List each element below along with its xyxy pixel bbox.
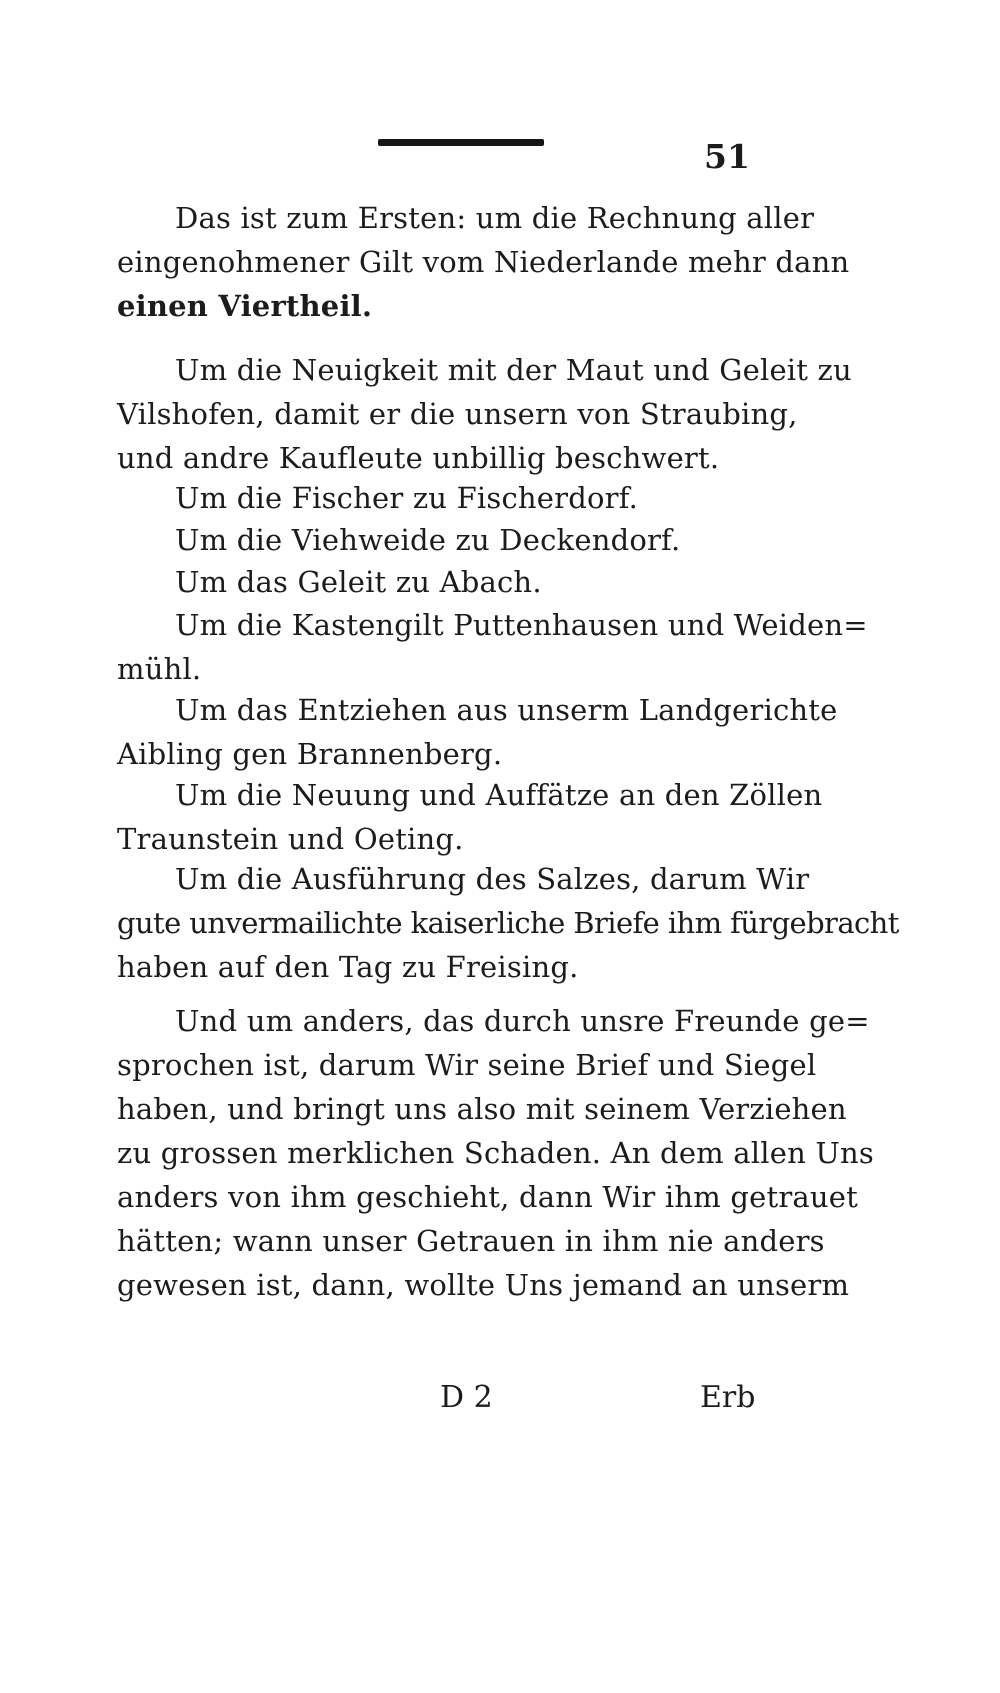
text-line: gute unvermailichte kaiserliche Briefe ihm fürgebracht [117, 906, 899, 940]
catchword: Erb [700, 1380, 756, 1415]
text-line: einen Viertheil. [117, 289, 373, 323]
text-line: zu grossen merklichen Schaden. An dem allen Uns [117, 1136, 874, 1170]
paragraph [117, 196, 850, 328]
paragraph [117, 857, 899, 989]
text-line: Um das Geleit zu Abach. [175, 565, 542, 599]
paragraph [117, 476, 785, 520]
text-line: Um die Neuigkeit mit der Maut und Geleit zu [175, 353, 852, 387]
text-line: haben, und bringt uns also mit seinem Verziehen [117, 1092, 847, 1126]
text-line: Um die Kastengilt Puttenhausen und Weiden= [175, 608, 868, 642]
text-line: und andre Kaufleute unbillig beschwert. [117, 441, 720, 475]
text-line: sprochen ist, darum Wir seine Brief und Siegel [117, 1048, 817, 1082]
text-line: Um die Fischer zu Fischerdorf. [175, 481, 639, 515]
text-line: haben auf den Tag zu Freising. [117, 950, 579, 984]
text-line: anders von ihm geschieht, dann Wir ihm getrauet [117, 1180, 858, 1214]
text-line: Vilshofen, damit er die unsern von Straubing, [117, 397, 798, 431]
text-line: Um die Neuung und Auffätze an den Zöllen [175, 778, 823, 812]
text-line: Traunstein und Oeting. [117, 822, 464, 856]
paragraph [117, 999, 874, 1307]
text-line: Um das Entziehen aus unserm Landgerichte [175, 693, 838, 727]
text-line: eingenohmener Gilt vom Niederlande mehr dann [117, 245, 850, 279]
text-line: mühl. [117, 652, 202, 686]
signature-mark: D 2 [440, 1380, 493, 1415]
text-line: Aibling gen Brannenberg. [117, 737, 503, 771]
text-line: gewesen ist, dann, wollte Uns jemand an unserm [117, 1268, 850, 1302]
page-number: 51 [704, 137, 750, 176]
paragraph [117, 773, 823, 861]
paragraph [117, 688, 838, 776]
text-line: Um die Ausführung des Salzes, darum Wir [175, 862, 810, 896]
text-line: Und um anders, das durch unsre Freunde ge= [175, 1004, 870, 1038]
text-line: hätten; wann unser Getrauen in ihm nie anders [117, 1224, 825, 1258]
text-line: Um die Viehweide zu Deckendorf. [175, 523, 681, 557]
paragraph [117, 560, 785, 604]
paragraph [117, 348, 852, 480]
text-line: Das ist zum Ersten: um die Rechnung aller [175, 201, 815, 235]
paragraph [117, 518, 785, 562]
paragraph [117, 603, 868, 691]
header-rule [378, 139, 544, 146]
